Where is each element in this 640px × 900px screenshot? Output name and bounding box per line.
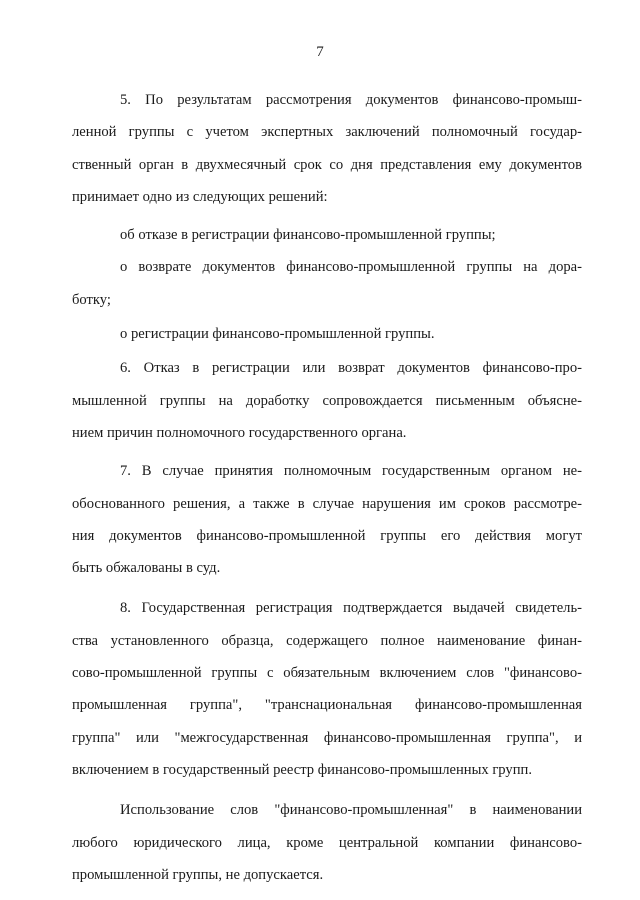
text-line: 8. Государственная регистрация подтверждается выдачей свидетель- xyxy=(120,600,582,617)
text-line: ства установленного образца, содержащего полное наименование финан- xyxy=(72,632,582,649)
page-number: 7 xyxy=(316,44,324,60)
text-line: промышленной группы, не допускается. xyxy=(72,866,324,883)
text-line: о возврате документов финансово-промышленной группы на дора- xyxy=(120,259,582,276)
text-line: Использование слов "финансово-промышленная" в наименовании xyxy=(120,802,582,819)
text-line: ственный орган в двухмесячный срок со дня представления ему документов xyxy=(72,156,582,173)
document-body xyxy=(72,84,582,891)
text-line: 6. Отказ в регистрации или возврат документов финансово-про- xyxy=(120,360,582,377)
text-line: промышленная группа", "транснациональная финансово-промышленная xyxy=(72,697,582,714)
text-line: включением в государственный реестр финансово-промышленных групп. xyxy=(72,761,532,778)
text-line: принимает одно из следующих решений: xyxy=(72,188,328,205)
text-line: ботку; xyxy=(72,291,111,308)
text-line: о регистрации финансово-промышленной группы. xyxy=(120,326,435,343)
text-line: 7. В случае принятия полномочным государственным органом не- xyxy=(120,463,582,480)
text-line: 5. По результатам рассмотрения документов финансово-промыш- xyxy=(120,92,582,108)
text-line: ния документов финансово-промышленной группы его действия могут xyxy=(72,527,582,544)
text-line: любого юридического лица, кроме центральной компании финансово- xyxy=(72,834,582,851)
text-line: обоснованного решения, а также в случае нарушения им сроков рассмотре- xyxy=(72,495,582,512)
text-line: мышленной группы на доработку сопровождается письменным объясне- xyxy=(72,392,582,409)
text-line: сово-промышленной группы с обязательным включением слов "финансово- xyxy=(72,665,582,682)
text-line: группа" или "межгосударственная финансово-промышленная группа", и xyxy=(72,729,582,746)
text-line: нием причин полномочного государственного органа. xyxy=(72,424,407,441)
text-line: об отказе в регистрации финансово-промышленной группы; xyxy=(120,227,496,244)
text-line: ленной группы с учетом экспертных заключений полномочный государ- xyxy=(72,124,582,141)
text-line: быть обжалованы в суд. xyxy=(72,560,221,577)
